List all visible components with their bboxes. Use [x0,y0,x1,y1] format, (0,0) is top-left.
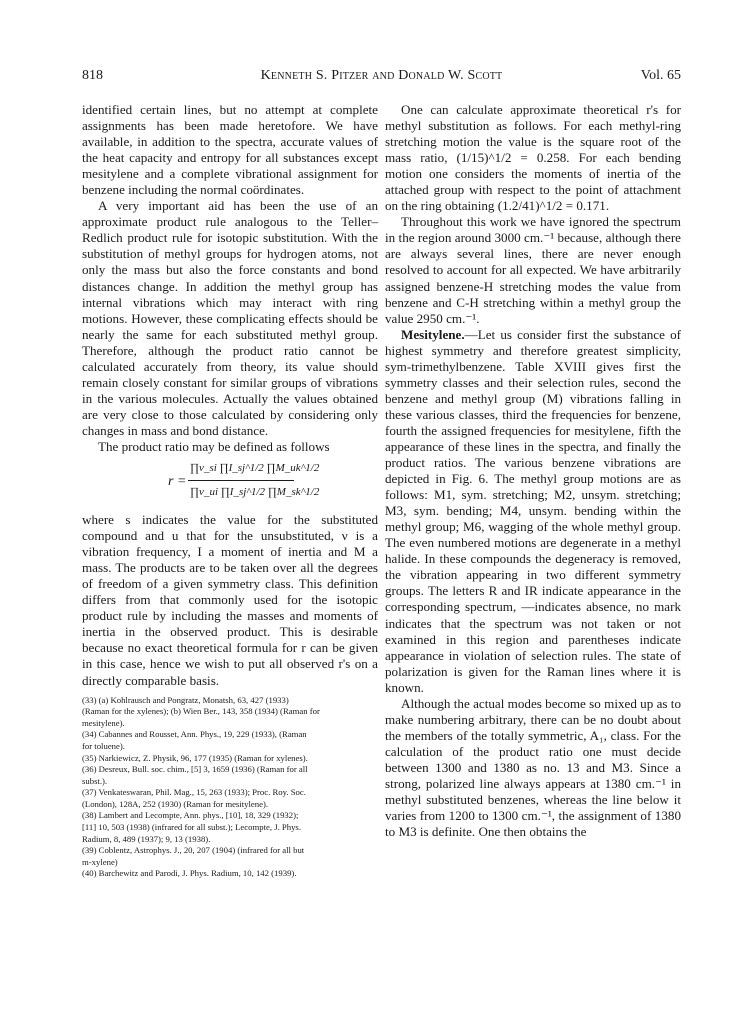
footnote-line: (34) Cabannes and Rousset, Ann. Phys., 19, 229 (1933), (Raman [82,729,307,740]
footnote-line: (39) Coblentz, Astrophys. J., 20, 207 (1904) (infrared for all but [82,845,305,856]
footnote-line: for toluene). [82,740,125,751]
footnote-line: [11] 10, 503 (1938) (infrared for all subst.); Lecompte, J. Phys. [82,822,301,833]
paragraph: identified certain lines, but no attempt at complete assignments has been made heretofore. We have available, in addition to the spectra, accurate values of the heat capacity and entropy for all substances except mesitylene and a complete vibrational assignment for benzene including the normal coördinates. [82,102,378,198]
footnote-line: mesitylene). [82,717,125,728]
paragraph: where s indicates the value for the substituted compound and u that for the unsubstituted, ν is a vibration frequency, I a moment of inertia and M a mass. The products are to be taken over all the degrees of freedom of a given symmetry class. This definition differs from that commonly used for the isotopic product rule by including the masses and moments of inertia in the observed product. This is desirable because no exact theoretical formula for r can be given in this case, hence we wish to put all observed r's on a directly comparable basis. [82,512,378,688]
footnotes [82,695,378,881]
page-header [82,68,681,88]
formula-denominator: ∏ν_ui ∏I_sj^1/2 ∏M_sk^1/2 [190,486,320,499]
paragraph-text: —Let us consider first the substance of highest symmetry and therefore greatest simplicity, sym-trimethylbenzene. Table XVIII gives first the symmetry classes and their selection rules, second the benzene and methyl group (M) vibrations falling in these various classes, third the frequencies for benzene, fourth the assigned frequencies for mesitylene, fifth the appearance of these lines in the spectra, and finally the product ratios. The various benzene vibrations are depicted in Fig. 6. The methyl group motions are as follows: M1, sym. stretching; M2, unsym. stretching; M3, sym. bending; M4, unsym. bending within the methyl group; M6, wagging of the whole methyl group. The even numbered motions are degenerate in a methyl halide. In these compounds the degeneracy is removed, the vibration appearing in two different symmetry groups. The letters R and IR indicate appearance in the corresponding spectrum, —indicates absence, no mark indicates that the spectrum was not taken or not examined in this region and parentheses indicate appearance in violation of selection rules. The state of polarization is given for the Raman lines where it is known. [385,326,681,695]
footnote-line: (40) Barchewitz and Parodi, J. Phys. Radium, 10, 142 (1939). [82,868,297,879]
footnote-line: (37) Venkateswaran, Phil. Mag., 15, 263 (1933); Proc. Roy. Soc. [82,787,306,798]
left-column [82,102,378,880]
footnote-line: (Raman for the xylenes); (b) Wien Ber., 143, 358 (1934) (Raman for [82,706,320,717]
product-ratio-formula [82,458,378,508]
paragraph: The product ratio may be defined as follows [98,438,330,454]
footnote-line: (36) Desreux, Bull. soc. chim., [5] 3, 1659 (1936) (Raman for all [82,764,308,775]
volume-label: Vol. 65 [640,68,681,83]
page-number: 818 [82,68,103,83]
footnote-line: (33) (a) Kohlrausch and Pongratz, Monatsh, 63, 427 (1933) [82,694,289,705]
footnote-line: subst.). [82,775,108,786]
paragraph: One can calculate approximate theoretical r's for methyl substitution as follows. For each methyl-ring stretching motion the value is the square root of the mass ratio, (1/15)^1/2 = 0.258. For each bending motion one considers the moments of inertia of the attached group with respect to the point of attachment on the ring obtaining (1.2/41)^1/2 = 0.171. [385,102,681,214]
right-column [385,102,681,840]
footnote-line: (London), 128A, 252 (1930) (Raman for mesitylene). [82,798,269,809]
footnote-line: Radium, 8, 489 (1937); 9, 13 (1938). [82,833,211,844]
formula-numerator: ∏ν_si ∏I_sj^1/2 ∏M_uk^1/2 [190,462,320,475]
paragraph: Throughout this work we have ignored the spectrum in the region around 3000 cm.⁻¹ because, although there are always several lines, there are never enough resolved to account for all expected. We have arbitrarily assigned benzene-H stretching modes the value from benzene and C-H stretching within a methyl group the value 2950 cm.⁻¹. [385,214,681,326]
fraction-bar [188,480,294,481]
formula-lhs: r = [168,474,187,490]
paragraph: Although the actual modes become so mixed up as to make numbering arbitrary, there can be no doubt about the members of the totally symmetric, A₁, class. For the calculation of the product ratio one must decide between 1300 and 1380 as no. 13 and M3. Since a strong, polarized line always appears at 1380 cm.⁻¹ in methyl substituted benzenes, whereas the line below it varies from 1200 to 1300 cm.⁻¹, the assignment of 1380 to M3 is definite. One then obtains the [385,695,681,840]
paragraph: A very important aid has been the use of an approximate product rule analogous to the Teller–Redlich product rule for isotopic substitution. With the substitution of methyl groups for hydrogen atoms, not only the mass but also the force constants and bond distances change. In addition the methyl group has internal vibrations which may interact with ring motions. However, these complicating effects should be nearly the same for each substituted methyl group. Therefore, although the product ratio cannot be calculated accurately from theory, its value should remain closely constant for similar groups of vibrations in the various molecules. Actually the values obtained are very close to those calculated by considering only changes in mass and bond distance. [82,198,378,438]
paragraph [385,327,681,696]
footnote-line: m-xylene) [82,856,118,867]
section-heading: Mesitylene. [401,326,465,342]
footnote-line: (38) Lambert and Lecompte, Ann. phys., [10], 18, 329 (1932); [82,810,299,821]
running-title: Kenneth S. Pitzer and Donald W. Scott [260,68,503,83]
footnote-line: (35) Narkiewicz, Z. Physik, 96, 177 (1935) (Raman for xylenes). [82,752,308,763]
